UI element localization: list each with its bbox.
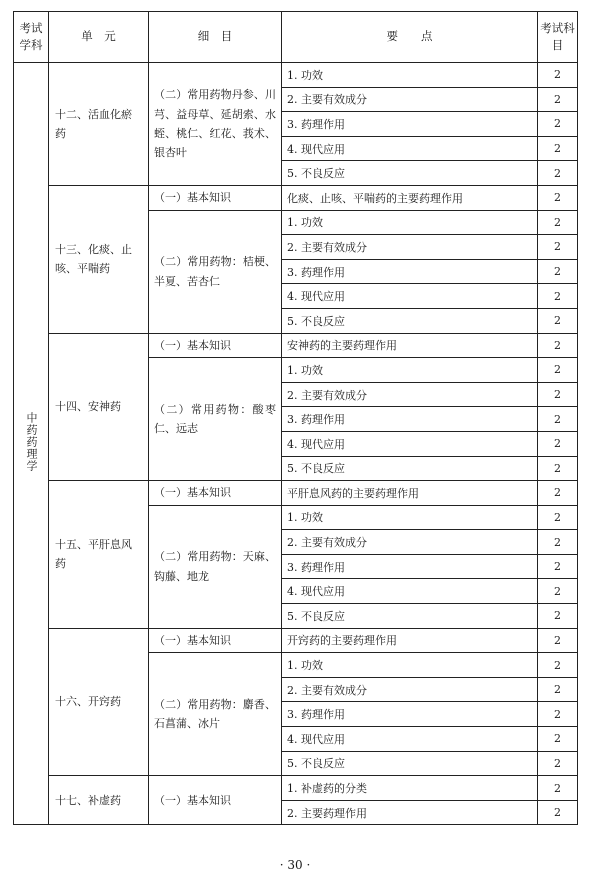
table-row: [14, 628, 578, 653]
level-value: 2: [538, 800, 578, 825]
level-value: 2: [538, 333, 578, 358]
header-point: 要 点: [282, 12, 538, 63]
syllabus-table: [13, 11, 578, 825]
point-text: 4. 现代应用: [282, 136, 538, 161]
subject-cell: [14, 63, 49, 825]
level-value: 2: [538, 235, 578, 260]
point-text: 5. 不良反应: [282, 161, 538, 186]
table-row: [14, 185, 578, 210]
point-text: 2. 主要有效成分: [282, 677, 538, 702]
level-value: 2: [538, 308, 578, 333]
level-value: 2: [538, 505, 578, 530]
point-text: 4. 现代应用: [282, 579, 538, 604]
header-row: [14, 12, 578, 63]
point-text: 开窍药的主要药理作用: [282, 628, 538, 653]
table-body: [14, 63, 578, 825]
point-text: 5. 不良反应: [282, 751, 538, 776]
point-text: 4. 现代应用: [282, 284, 538, 309]
level-value: 2: [538, 284, 578, 309]
detail-label: （一）基本知识: [149, 776, 282, 825]
detail-label: （二）常用药物：酸枣仁、远志: [149, 358, 282, 481]
point-text: 1. 功效: [282, 505, 538, 530]
detail-label: （一）基本知识: [149, 185, 282, 210]
level-value: 2: [538, 431, 578, 456]
level-value: 2: [538, 407, 578, 432]
header-level: 考试科目: [538, 12, 578, 63]
table-row: [14, 481, 578, 506]
point-text: 2. 主要有效成分: [282, 530, 538, 555]
unit-title: 十二、活血化瘀药: [49, 63, 149, 186]
detail-label: （二）常用药物：桔梗、半夏、苦杏仁: [149, 210, 282, 333]
detail-label: （二）常用药物：天麻、钩藤、地龙: [149, 505, 282, 628]
point-text: 平肝息风药的主要药理作用: [282, 481, 538, 506]
point-text: 3. 药理作用: [282, 259, 538, 284]
detail-label: （二）常用药物丹参、川芎、益母草、延胡索、水蛭、桃仁、红花、莪术、银杏叶: [149, 63, 282, 186]
unit-title: 十三、化痰、止咳、平喘药: [49, 185, 149, 333]
point-text: 3. 药理作用: [282, 554, 538, 579]
level-value: 2: [538, 210, 578, 235]
point-text: 1. 功效: [282, 358, 538, 383]
level-value: 2: [538, 382, 578, 407]
page-number: · 30 ·: [279, 858, 311, 872]
level-value: 2: [538, 136, 578, 161]
point-text: 4. 现代应用: [282, 431, 538, 456]
detail-label: （一）基本知识: [149, 333, 282, 358]
level-value: 2: [538, 87, 578, 112]
point-text: 1. 功效: [282, 653, 538, 678]
level-value: 2: [538, 727, 578, 752]
header-unit: 单 元: [49, 12, 149, 63]
unit-title: 十四、安神药: [49, 333, 149, 481]
level-value: 2: [538, 161, 578, 186]
point-text: 5. 不良反应: [282, 456, 538, 481]
unit-title: 十五、平肝息风药: [49, 481, 149, 629]
point-text: 3. 药理作用: [282, 407, 538, 432]
point-text: 3. 药理作用: [282, 702, 538, 727]
level-value: 2: [538, 530, 578, 555]
subject-name: 中药药理学: [25, 412, 38, 473]
table-row: [14, 63, 578, 88]
detail-label: （一）基本知识: [149, 481, 282, 506]
level-value: 2: [538, 63, 578, 88]
level-value: 2: [538, 579, 578, 604]
level-value: 2: [538, 751, 578, 776]
point-text: 1. 功效: [282, 210, 538, 235]
unit-title: 十七、补虚药: [49, 776, 149, 825]
point-text: 5. 不良反应: [282, 308, 538, 333]
level-value: 2: [538, 554, 578, 579]
point-text: 2. 主要有效成分: [282, 382, 538, 407]
point-text: 2. 主要有效成分: [282, 87, 538, 112]
header-subject: 考试学科: [14, 12, 49, 63]
level-value: 2: [538, 776, 578, 801]
level-value: 2: [538, 358, 578, 383]
detail-label: （一）基本知识: [149, 628, 282, 653]
level-value: 2: [538, 604, 578, 629]
level-value: 2: [538, 628, 578, 653]
point-text: 2. 主要有效成分: [282, 235, 538, 260]
level-value: 2: [538, 456, 578, 481]
level-value: 2: [538, 677, 578, 702]
point-text: 3. 药理作用: [282, 112, 538, 137]
point-text: 安神药的主要药理作用: [282, 333, 538, 358]
level-value: 2: [538, 481, 578, 506]
level-value: 2: [538, 259, 578, 284]
level-value: 2: [538, 653, 578, 678]
point-text: 5. 不良反应: [282, 604, 538, 629]
header-detail: 细 目: [149, 12, 282, 63]
table-row: [14, 333, 578, 358]
point-text: 化痰、止咳、平喘药的主要药理作用: [282, 185, 538, 210]
level-value: 2: [538, 112, 578, 137]
point-text: 1. 功效: [282, 63, 538, 88]
detail-label: （二）常用药物：麝香、石菖蒲、冰片: [149, 653, 282, 776]
point-text: 2. 主要药理作用: [282, 800, 538, 825]
point-text: 1. 补虚药的分类: [282, 776, 538, 801]
table-row: [14, 776, 578, 801]
point-text: 4. 现代应用: [282, 727, 538, 752]
level-value: 2: [538, 702, 578, 727]
unit-title: 十六、开窍药: [49, 628, 149, 776]
level-value: 2: [538, 185, 578, 210]
